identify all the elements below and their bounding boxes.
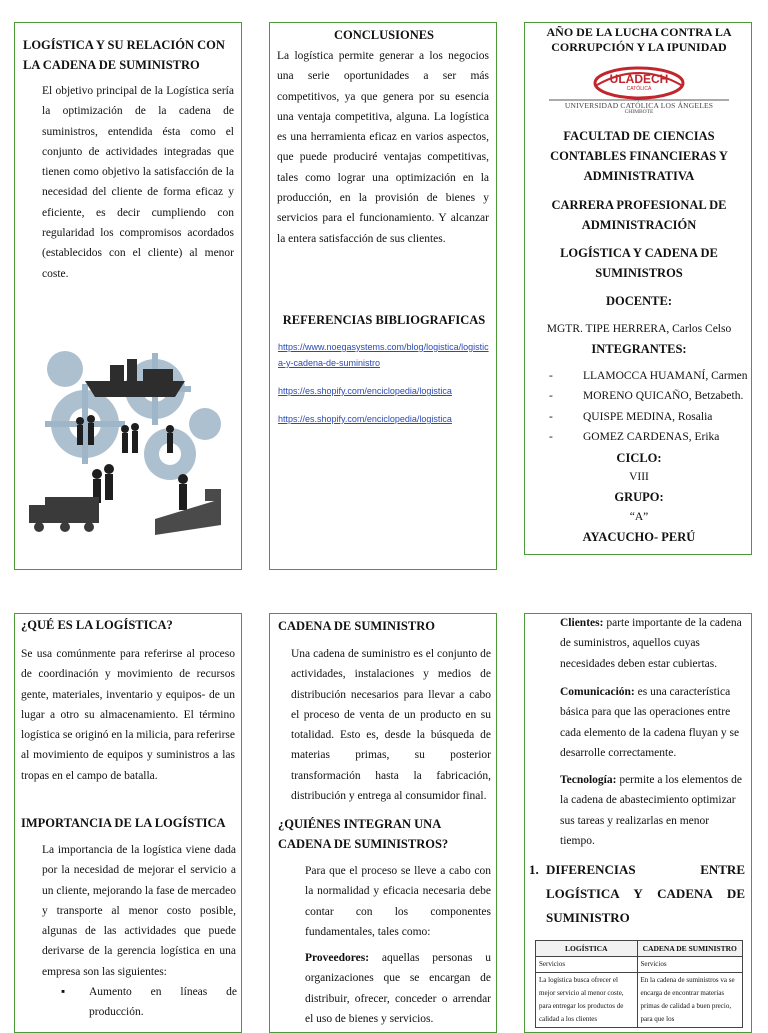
table-row: [536, 973, 743, 1028]
subsection-body: La importancia de la logística viene dada por la necesidad de mejorar el servicio a un cliente, mejorando la fase de mercadeo y transporte al menor costo posible, algunas de las actividades que puede derivarse de la gerencia logística en una empresa son las siguientes:: [42, 844, 236, 978]
university-name: UNIVERSIDAD CATÓLICA LOS ÁNGELES: [564, 101, 714, 110]
grupo-value: “A”: [629, 511, 649, 523]
table-cell: Servicios: [536, 957, 638, 973]
docente-label: DOCENTE:: [606, 294, 672, 308]
proveedores-item: Proveedores: aquellas personas u organizaciones que se encargan de distribuir, ofrecer, conceder o arrendar el uso de bienes y servicios.: [305, 952, 491, 1025]
section-body: Se usa comúnmente para referirse al proceso de coordinación y movimiento de recursos gente, materiales, inventario y equipos- de un lugar a otro su almacenamiento. El término logística se originó en la milicia, para referirse al movimiento de equipos y suministros a las tropas en el campo de batalla.: [21, 648, 235, 782]
component-item: Clientes: parte importante de la cadena de suministros, aquellos cuyas necesidades deben estar cubiertas.: [560, 617, 742, 670]
references-title: REFERENCIAS BIBLIOGRAFICAS: [282, 313, 486, 327]
grupo-label: GRUPO:: [614, 490, 664, 504]
table-header: CADENA DE SUMINISTRO: [637, 941, 742, 957]
list-item: - MORENO QUICAÑO, Betzabeth.: [543, 386, 752, 406]
faculty-name: FACULTAD DE CIENCIAS CONTABLES FINANCIERAS Y ADMINISTRATIVA: [550, 129, 728, 183]
subsection-title: ¿QUIÉNES INTEGRAN UNA CADENA DE SUMINISTROS?: [278, 817, 449, 851]
component-item: Comunicación: es una característica básica para que las operaciones entre cada elemento de la cadena fluyan y se desarrolle correctamente.: [560, 686, 740, 759]
section-title: DIFERENCIAS ENTRE LOGÍSTICA Y CADENA DE SUMINISTRO: [546, 862, 745, 925]
component-item: Tecnología: permite a los elementos de la cadena de abastecimiento optimizar sus tareas y realizarlas en menor tiempo.: [560, 774, 742, 847]
course-name: LOGÍSTICA Y CADENA DE SUMINISTROS: [560, 246, 718, 280]
panel-logistica-relacion: [14, 22, 242, 570]
table-header: LOGÍSTICA: [536, 941, 638, 957]
integrantes-label: INTEGRANTES:: [591, 342, 687, 356]
bullet-item: ▪ Aumento en líneas de producción.: [61, 982, 237, 1023]
year-motto: AÑO DE LA LUCHA CONTRA LA CORRUPCIÓN Y LA IPUNIDAD: [546, 25, 732, 54]
references-list: [278, 339, 490, 427]
subsection-title: IMPORTANCIA DE LA LOGÍSTICA: [21, 816, 226, 830]
section-number: 1.: [529, 862, 539, 877]
logo-subword: CATÓLICA: [626, 86, 652, 92]
reference-link[interactable]: https://www.noegasystems.com/blog/logistica/logistica-y-cadena-de-suministro: [278, 342, 489, 368]
reference-link[interactable]: https://es.shopify.com/enciclopedia/logistica: [278, 414, 452, 424]
comparison-table: [535, 940, 743, 1028]
docente-name: MGTR. TIPE HERRERA, Carlos Celso: [546, 323, 732, 335]
list-item: - GOMEZ CARDENAS, Erika: [543, 427, 752, 447]
university-city: CHIMBOTE: [624, 109, 654, 115]
table-cell: En la cadena de suministros va se encarga de encontrar materias primas de calidad a buen precio, para que los: [637, 973, 742, 1028]
reference-link[interactable]: https://es.shopify.com/enciclopedia/logistica: [278, 386, 452, 396]
ciclo-label: CICLO:: [616, 451, 662, 465]
table-row: [536, 957, 743, 973]
subsection-body: Para que el proceso se lleve a cabo con la normalidad y eficacia necesaria debe contar con los componentes fundamentales, tales como:: [305, 865, 491, 938]
panel-body: El objetivo principal de la Logística sería la optimización de la cadena de suministros, entendida ésta como el conjunto de actividades integradas que tienen como objetivo la satisfacción de la necesidad del cliente de forma eficaz y eficiente, es decir cumpliendo con regularidad los compromisos acordados (establecidos con el cliente) al menor coste.: [42, 85, 234, 280]
panel-cadena-suministro: [269, 613, 497, 1033]
panel-title: LOGÍSTICA Y SU RELACIÓN CON LA CADENA DE SUMINISTRO: [23, 38, 225, 72]
list-item: - QUISPE MEDINA, Rosalia: [543, 407, 752, 427]
place: AYACUCHO- PERÚ: [582, 530, 696, 544]
logo-wordmark: ULADECH: [609, 72, 669, 86]
logistics-illustration: [25, 329, 225, 539]
university-logo: [549, 63, 729, 117]
list-item: - LLAMOCCA HUAMANÍ, Carmen: [543, 366, 752, 386]
integrantes-list: [543, 366, 752, 447]
section-title: CADENA DE SUMINISTRO: [278, 619, 435, 633]
ciclo-value: VIII: [629, 471, 649, 483]
bullet-icon: ▪: [61, 986, 66, 998]
panel-cover: [524, 22, 752, 555]
conclusions-body: La logística permite generar a los negocios una serie oportunidades a ser más competitivos, ya que genera por su esencia una ventaja competitiva, alguna. La logística es una herramienta eficaz en varios aspectos, que puede produciré ventajas competitivas, tales como lograr una optimización en la producción, en la provisión de bienes y servicios para el funcionamiento. Y alcanzar la entera satisfacción de sus clientes.: [277, 50, 489, 245]
table-cell: La logística busca ofrecer el mejor servicio al menor coste, para entregar los productos de calidad a los clientes: [536, 973, 638, 1028]
panel-que-es-logistica: [14, 613, 242, 1033]
conclusions-title: CONCLUSIONES: [333, 28, 435, 42]
differences-heading: [529, 858, 745, 930]
panel-conclusiones: [269, 22, 497, 570]
table-cell: Servicios: [637, 957, 742, 973]
section-body: Una cadena de suministro es el conjunto de actividades, instalaciones y medios de distribución necesarios para llevar a cabo el proceso de venta de un producto en su totalidad. Esto es, desde la búsqueda de materias primas, su posterior transformación hasta la fabricación, distribución y entrega al consumidor final.: [291, 648, 491, 803]
panel-componentes: [524, 613, 752, 1033]
career-name: CARRERA PROFESIONAL DE ADMINISTRACIÓN: [551, 198, 727, 232]
section-title: ¿QUÉ ES LA LOGÍSTICA?: [21, 618, 173, 632]
